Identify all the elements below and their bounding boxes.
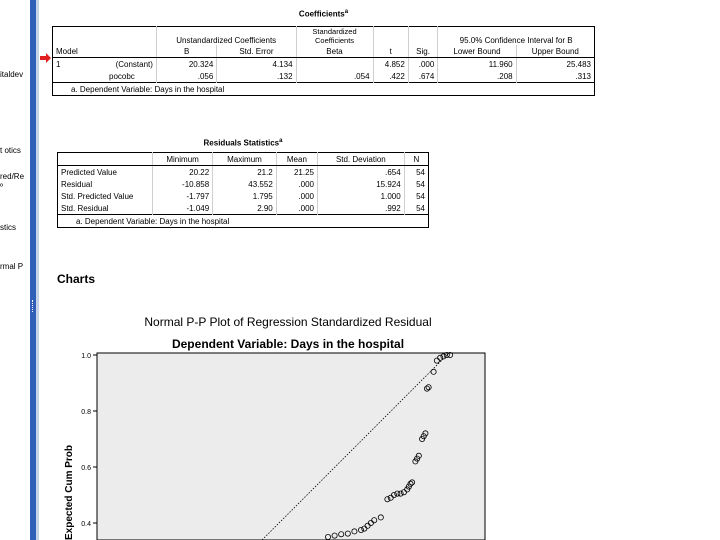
table-cell: 25.483: [516, 58, 594, 71]
table-header: [53, 27, 157, 46]
table-cell: Residual: [61, 179, 93, 189]
table-cell: .056: [156, 70, 216, 83]
table-cell: pocobc: [109, 71, 135, 81]
table-cell: .000: [276, 202, 317, 215]
outline-item[interactable]: º: [0, 182, 3, 191]
table-row: [53, 70, 595, 83]
table-cell: 15.924: [318, 178, 405, 190]
data-point: [352, 529, 357, 534]
table-cell: 1: [56, 59, 61, 69]
table-cell: 1.795: [213, 190, 277, 202]
outline-pane[interactable]: [0, 0, 30, 540]
table-cell: .000: [276, 190, 317, 202]
table-row: [58, 166, 429, 179]
table-cell: [53, 70, 80, 83]
table-cell: 54: [404, 202, 428, 215]
data-point: [424, 386, 429, 391]
table-cell: 54: [404, 190, 428, 202]
outline-item[interactable]: t otics: [0, 146, 21, 155]
table-row: [58, 190, 429, 202]
data-point: [406, 484, 411, 489]
data-point: [385, 497, 390, 502]
data-point: [339, 532, 344, 537]
plot-area: [97, 353, 485, 540]
table-cell: .208: [438, 70, 516, 83]
outline-item[interactable]: stics: [0, 223, 16, 232]
chart-title: Normal P-P Plot of Regression Standardized Residual: [144, 315, 432, 329]
table-header: B: [156, 45, 216, 58]
table-row: [53, 58, 595, 71]
table-cell: -10.858: [153, 178, 213, 190]
y-tick-label: 1.0: [81, 353, 91, 360]
table-cell: .992: [318, 202, 405, 215]
y-tick-label: 0.6: [81, 465, 91, 472]
data-point: [413, 459, 418, 464]
data-point: [401, 490, 406, 495]
data-point: [362, 526, 367, 531]
data-point: [410, 480, 415, 485]
outline-item[interactable]: red/Re: [0, 172, 25, 181]
table-cell: .422: [373, 70, 408, 83]
table-cell: 54: [404, 166, 428, 179]
y-tick-label: 0.4: [81, 521, 91, 528]
table-cell: 20.324: [156, 58, 216, 71]
current-item-arrow-icon: [40, 53, 52, 63]
table-header: Minimum: [153, 153, 213, 166]
charts-heading: Charts: [57, 272, 96, 286]
data-point: [438, 355, 443, 360]
chart-subtitle: Dependent Variable: Days in the hospital: [171, 337, 405, 351]
table-cell: .000: [276, 178, 317, 190]
data-point: [408, 481, 413, 486]
table-cell: 4.852: [373, 58, 408, 71]
data-point: [448, 352, 453, 357]
table-header: [373, 27, 408, 46]
residuals-title: Residuals Statistics$^a$: [203, 138, 283, 148]
data-point: [325, 534, 330, 539]
outline-item[interactable]: italdev: [0, 70, 24, 79]
data-point: [420, 436, 425, 441]
data-point: [345, 531, 350, 536]
table-cell: .674: [408, 70, 437, 83]
reference-line: [262, 353, 449, 540]
table-cell: [296, 58, 373, 71]
table-cell: 11.960: [438, 58, 516, 71]
data-point: [395, 491, 400, 496]
data-point: [358, 527, 363, 532]
data-point: [368, 520, 373, 525]
table-cell: (Constant): [115, 59, 153, 69]
table-header: Unstandardized Coefficients: [156, 27, 296, 46]
data-point: [416, 453, 421, 458]
table-header: t: [373, 45, 408, 58]
table-header: [408, 27, 437, 46]
data-point: [391, 492, 396, 497]
data-point: [415, 456, 420, 461]
coefficients-table: [52, 26, 595, 96]
table-cell: 21.25: [276, 166, 317, 179]
table-footnote: a. Dependent Variable: Days in the hospital: [53, 83, 595, 96]
data-point: [434, 358, 439, 363]
table-cell: .654: [318, 166, 405, 179]
table-header: Upper Bound: [516, 45, 594, 58]
table-cell: .313: [516, 70, 594, 83]
table-header: Std. Error: [217, 45, 296, 58]
table-cell: -1.797: [153, 190, 213, 202]
table-cell: 21.2: [213, 166, 277, 179]
data-point: [423, 431, 428, 436]
data-point: [431, 369, 436, 374]
table-cell: Std. Predicted Value: [61, 191, 134, 201]
table-header: Lower Bound: [438, 45, 516, 58]
table-header: Mean: [276, 153, 317, 166]
table-header: Beta: [296, 45, 373, 58]
table-cell: 54: [404, 178, 428, 190]
data-point: [441, 354, 446, 359]
coefficients-title: Coefficients$^a$: [298, 9, 349, 19]
table-cell: 2.90: [213, 202, 277, 215]
table-header: [58, 153, 153, 166]
data-point: [378, 515, 383, 520]
content-border: [36, 0, 39, 540]
data-point: [372, 518, 377, 523]
y-tick-label: 0.8: [81, 409, 91, 416]
table-header: N: [404, 153, 428, 166]
table-header: Standardized Coefficients: [296, 27, 373, 46]
table-cell: -1.049: [153, 202, 213, 215]
table-cell: 43.552: [213, 178, 277, 190]
data-point: [365, 523, 370, 528]
table-footnote: a. Dependent Variable: Days in the hospital: [58, 215, 429, 228]
data-point: [388, 495, 393, 500]
residuals-table: [57, 152, 429, 228]
table-row: [58, 178, 429, 190]
table-cell: .054: [296, 70, 373, 83]
table-row: [58, 202, 429, 215]
table-header: 95.0% Confidence Interval for B: [438, 27, 595, 46]
table-cell: .000: [408, 58, 437, 71]
data-point: [398, 491, 403, 496]
table-header: Std. Deviation: [318, 153, 405, 166]
data-point: [405, 487, 410, 492]
outline-item[interactable]: rmal P: [0, 262, 24, 271]
data-point: [421, 434, 426, 439]
table-header: Model: [53, 45, 157, 58]
table-header: Sig.: [408, 45, 437, 58]
table-header: Maximum: [213, 153, 277, 166]
table-cell: 1.000: [318, 190, 405, 202]
table-cell: 4.134: [217, 58, 296, 71]
data-point: [426, 385, 431, 390]
data-point: [332, 533, 337, 538]
data-point: [444, 352, 449, 357]
table-cell: 20.22: [153, 166, 213, 179]
table-cell: .132: [217, 70, 296, 83]
splitter-grip-icon[interactable]: [32, 300, 35, 312]
table-cell: Std. Residual: [61, 203, 109, 213]
y-axis-label: Expected Cum Prob: [64, 444, 75, 540]
table-cell: Predicted Value: [61, 167, 117, 177]
